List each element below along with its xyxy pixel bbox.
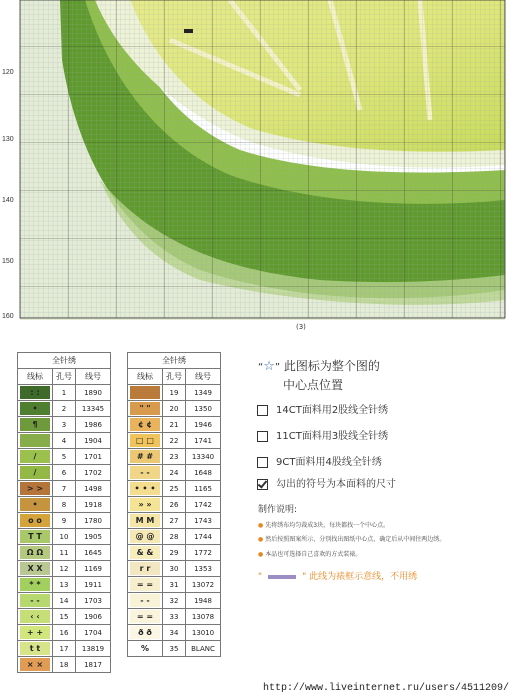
option-14ct-label: 14CT面料用2股线全针绣: [276, 405, 389, 416]
legend-row: [128, 545, 221, 561]
legend-symbol-cell: [18, 529, 53, 545]
legend-thread-code: 1704: [76, 625, 111, 641]
legend-hole-number: 12: [53, 561, 76, 577]
legend-hole-number: 10: [53, 529, 76, 545]
thread-swatch: [20, 434, 50, 447]
instruction-bullet-2: ● 然后按照图案所示，分别找出图纸中心点，确定后从中间往两边绣。: [258, 536, 446, 543]
thread-swatch: %: [130, 642, 160, 655]
checkbox-14ct[interactable]: [257, 405, 268, 416]
thread-swatch: & &: [130, 546, 160, 559]
option-fabric-size[interactable]: [257, 475, 396, 490]
legend-symbol-cell: [18, 513, 53, 529]
legend-hole-number: 26: [163, 497, 186, 513]
legend-hole-number: 34: [163, 625, 186, 641]
legend-hole-number: 1: [53, 385, 76, 401]
thread-swatch: T T: [20, 530, 50, 543]
thread-swatch: » »: [130, 498, 160, 511]
legend-symbol-cell: [128, 593, 163, 609]
page-number: (3): [296, 323, 306, 331]
legend-hole-number: 8: [53, 497, 76, 513]
legend-symbol-cell: [128, 401, 163, 417]
legend-thread-code: 1780: [76, 513, 111, 529]
legend-hole-number: 3: [53, 417, 76, 433]
frame-line-note: " " 此线为裱框示意线，不用绣: [258, 572, 418, 582]
row-label-160: 160: [2, 313, 14, 320]
legend-row: [18, 465, 111, 481]
legend-hole-number: 7: [53, 481, 76, 497]
legend-hole-number: 9: [53, 513, 76, 529]
legend-thread-code: 1744: [186, 529, 221, 545]
legend-thread-code: 1701: [76, 449, 111, 465]
legend-symbol-cell: [18, 449, 53, 465]
instruction-bullet-1: ● 先将绣布均匀裁成3块，每块都找一个中心点。: [258, 522, 390, 529]
legend-row: [128, 449, 221, 465]
thread-swatch: Ω Ω: [20, 546, 50, 559]
legend-row: [18, 401, 111, 417]
legend-thread-code: 1918: [76, 497, 111, 513]
legend-row: [128, 401, 221, 417]
row-label-140: 140: [2, 197, 14, 204]
legend-thread-code: 1353: [186, 561, 221, 577]
legend-symbol-cell: [128, 513, 163, 529]
thread-swatch: " ": [130, 402, 160, 415]
legend-thread-code: 13010: [186, 625, 221, 641]
legend-left-header-symbol: 线标: [18, 369, 53, 385]
legend-row: [128, 385, 221, 401]
legend-symbol-cell: [128, 561, 163, 577]
thread-swatch: • • •: [130, 482, 160, 495]
legend-row: [18, 561, 111, 577]
thread-swatch: - -: [130, 594, 160, 607]
checkbox-9ct[interactable]: [257, 457, 268, 468]
legend-symbol-cell: [18, 465, 53, 481]
legend-hole-number: 5: [53, 449, 76, 465]
legend-symbol-cell: [128, 481, 163, 497]
checkbox-11ct[interactable]: [257, 431, 268, 442]
thread-swatch: •: [20, 402, 50, 415]
legend-row: [128, 625, 221, 641]
legend-symbol-cell: [128, 625, 163, 641]
legend-thread-code: 1648: [186, 465, 221, 481]
legend-hole-number: 13: [53, 577, 76, 593]
legend-right-header-symbol: 线标: [128, 369, 163, 385]
legend-symbol-cell: [128, 417, 163, 433]
legend-symbol-cell: [18, 593, 53, 609]
legend-symbol-cell: [128, 577, 163, 593]
legend-left-header-number: 孔号: [53, 369, 76, 385]
legend-hole-number: 14: [53, 593, 76, 609]
thread-swatch: # #: [130, 450, 160, 463]
legend-symbol-cell: [128, 545, 163, 561]
legend-row: [18, 641, 111, 657]
thread-swatch: /: [20, 450, 50, 463]
legend-thread-code: 1645: [76, 545, 111, 561]
legend-row: [18, 385, 111, 401]
legend-hole-number: 11: [53, 545, 76, 561]
legend-symbol-cell: [18, 561, 53, 577]
thread-swatch: - -: [20, 594, 50, 607]
legend-symbol-cell: [128, 433, 163, 449]
legend-hole-number: 2: [53, 401, 76, 417]
thread-swatch: > >: [20, 482, 50, 495]
legend-thread-code: 1741: [186, 433, 221, 449]
instruction-bullet-3: ● 本品也可选择自己喜欢的方式装裱。: [258, 551, 362, 558]
option-fabric-size-label: 勾出的符号为本面料的尺寸: [276, 479, 396, 490]
legend-thread-code: 13340: [186, 449, 221, 465]
legend-symbol-cell: [18, 401, 53, 417]
legend-thread-code: 1702: [76, 465, 111, 481]
legend-symbol-cell: [18, 417, 53, 433]
star-icon: “: [258, 362, 264, 373]
legend-symbol-cell: [18, 577, 53, 593]
legend-thread-code: 1165: [186, 481, 221, 497]
thread-swatch: /: [20, 466, 50, 479]
legend-symbol-cell: [18, 385, 53, 401]
legend-row: [18, 545, 111, 561]
thread-swatch: = =: [130, 610, 160, 623]
legend-hole-number: 17: [53, 641, 76, 657]
legend-hole-number: 20: [163, 401, 186, 417]
option-9ct[interactable]: [257, 453, 382, 468]
legend-thread-code: 13819: [76, 641, 111, 657]
legend-thread-code: 1946: [186, 417, 221, 433]
watermark-url: http://www.liveinternet.ru/users/4511209/: [263, 683, 510, 694]
legend-hole-number: 21: [163, 417, 186, 433]
option-14ct[interactable]: [257, 401, 388, 416]
thread-swatch: M M: [130, 514, 160, 527]
legend-row: [18, 593, 111, 609]
legend-left-title: 全针绣: [18, 353, 111, 369]
legend-hole-number: 24: [163, 465, 186, 481]
legend-right-title: 全针绣: [128, 353, 221, 369]
legend-row: [128, 481, 221, 497]
legend-symbol-cell: [128, 449, 163, 465]
thread-swatch: * *: [20, 578, 50, 591]
legend-symbol-cell: [18, 481, 53, 497]
legend-hole-number: 6: [53, 465, 76, 481]
legend-row: [18, 657, 111, 673]
legend-hole-number: 25: [163, 481, 186, 497]
legend-thread-code: 1772: [186, 545, 221, 561]
legend-symbol-cell: [128, 465, 163, 481]
thread-swatch: = =: [130, 578, 160, 591]
legend-hole-number: 31: [163, 577, 186, 593]
legend-thread-code: 1703: [76, 593, 111, 609]
legend-table-right: [127, 352, 221, 657]
thread-swatch: □ □: [130, 434, 160, 447]
thread-swatch: X X: [20, 562, 50, 575]
legend-row: [18, 433, 111, 449]
legend-row: [128, 577, 221, 593]
frame-line-text: 此线为裱框示意线，不用绣: [309, 572, 418, 582]
legend-thread-code: 1906: [76, 609, 111, 625]
legend-row: [128, 433, 221, 449]
legend-hole-number: 23: [163, 449, 186, 465]
legend-thread-code: 13078: [186, 609, 221, 625]
legend-hole-number: 30: [163, 561, 186, 577]
legend-symbol-cell: [18, 545, 53, 561]
thread-swatch: t t: [20, 642, 50, 655]
thread-swatch: [130, 386, 160, 399]
legend-hole-number: 4: [53, 433, 76, 449]
legend-hole-number: 35: [163, 641, 186, 657]
thread-swatch: •: [20, 498, 50, 511]
legend-row: [128, 497, 221, 513]
thread-swatch: ¢ ¢: [130, 418, 160, 431]
legend-thread-code: 1948: [186, 593, 221, 609]
thread-swatch: : :: [20, 386, 50, 399]
legend-thread-code: 1742: [186, 497, 221, 513]
legend-hole-number: 28: [163, 529, 186, 545]
legend-thread-code: 1911: [76, 577, 111, 593]
legend-thread-code: 13345: [76, 401, 111, 417]
legend-row: [128, 641, 221, 657]
center-mark-note: “☆” 此图标为整个图的: [258, 359, 380, 374]
row-label-150: 150: [2, 258, 14, 265]
legend-thread-code: 1986: [76, 417, 111, 433]
legend-symbol-cell: [18, 641, 53, 657]
legend-left-header-code: 线号: [76, 369, 111, 385]
option-11ct[interactable]: [257, 427, 388, 442]
legend-row: [128, 513, 221, 529]
instructions-title: 制作说明:: [258, 505, 298, 515]
frame-line-sample: [268, 575, 296, 579]
legend-thread-code: 1904: [76, 433, 111, 449]
legend-row: [128, 529, 221, 545]
legend-row: [18, 529, 111, 545]
legend-row: [128, 561, 221, 577]
legend-symbol-cell: [128, 529, 163, 545]
legend-symbol-cell: [18, 497, 53, 513]
thread-swatch: @ @: [130, 530, 160, 543]
thread-swatch: o o: [20, 514, 50, 527]
legend-row: [18, 625, 111, 641]
legend-thread-code: 1905: [76, 529, 111, 545]
legend-thread-code: 1169: [76, 561, 111, 577]
thread-swatch: ‹ ‹: [20, 610, 50, 623]
legend-thread-code: 1349: [186, 385, 221, 401]
legend-right-header-number: 孔号: [163, 369, 186, 385]
center-note-line2: 中心点位置: [283, 378, 344, 392]
legend-row: [128, 609, 221, 625]
row-label-130: 130: [2, 136, 14, 143]
legend-row: [18, 609, 111, 625]
star-outline-icon: ☆: [263, 359, 275, 374]
legend-thread-code: BLANC: [186, 641, 221, 657]
thread-swatch: ¶: [20, 418, 50, 431]
legend-right-header-code: 线号: [186, 369, 221, 385]
legend-symbol-cell: [18, 657, 53, 673]
legend-hole-number: 18: [53, 657, 76, 673]
legend-row: [18, 513, 111, 529]
legend-thread-code: 13072: [186, 577, 221, 593]
legend-thread-code: 1817: [76, 657, 111, 673]
legend-thread-code: 1498: [76, 481, 111, 497]
thread-swatch: r r: [130, 562, 160, 575]
legend-row: [18, 481, 111, 497]
legend-row: [18, 497, 111, 513]
checkbox-fabric-size[interactable]: [257, 479, 268, 490]
legend-thread-code: 1890: [76, 385, 111, 401]
legend-symbol-cell: [18, 433, 53, 449]
legend-symbol-cell: [18, 625, 53, 641]
thread-swatch: + +: [20, 626, 50, 639]
center-note-line1: 此图标为整个图的: [283, 359, 380, 373]
legend-symbol-cell: [128, 497, 163, 513]
legend-hole-number: 22: [163, 433, 186, 449]
legend-row: [18, 577, 111, 593]
legend-hole-number: 33: [163, 609, 186, 625]
legend-hole-number: 27: [163, 513, 186, 529]
legend-symbol-cell: [128, 609, 163, 625]
option-11ct-label: 11CT面料用3股线全针绣: [276, 431, 389, 442]
legend-hole-number: 29: [163, 545, 186, 561]
legend-thread-code: 1743: [186, 513, 221, 529]
legend-symbol-cell: [128, 641, 163, 657]
legend-hole-number: 32: [163, 593, 186, 609]
row-label-120: 120: [2, 69, 14, 76]
legend-hole-number: 15: [53, 609, 76, 625]
legend-row: [128, 593, 221, 609]
legend-thread-code: 1350: [186, 401, 221, 417]
legend-hole-number: 19: [163, 385, 186, 401]
stitch-chart: [0, 0, 520, 335]
legend-row: [18, 449, 111, 465]
thread-swatch: - -: [130, 466, 160, 479]
legend-hole-number: 16: [53, 625, 76, 641]
thread-swatch: × ×: [20, 658, 50, 671]
legend-symbol-cell: [128, 385, 163, 401]
legend-table-left: [17, 352, 111, 673]
option-9ct-label: 9CT面料用4股线全针绣: [276, 457, 382, 468]
legend-row: [128, 465, 221, 481]
legend-symbol-cell: [18, 609, 53, 625]
thread-swatch: ð ð: [130, 626, 160, 639]
legend-row: [128, 417, 221, 433]
legend-row: [18, 417, 111, 433]
